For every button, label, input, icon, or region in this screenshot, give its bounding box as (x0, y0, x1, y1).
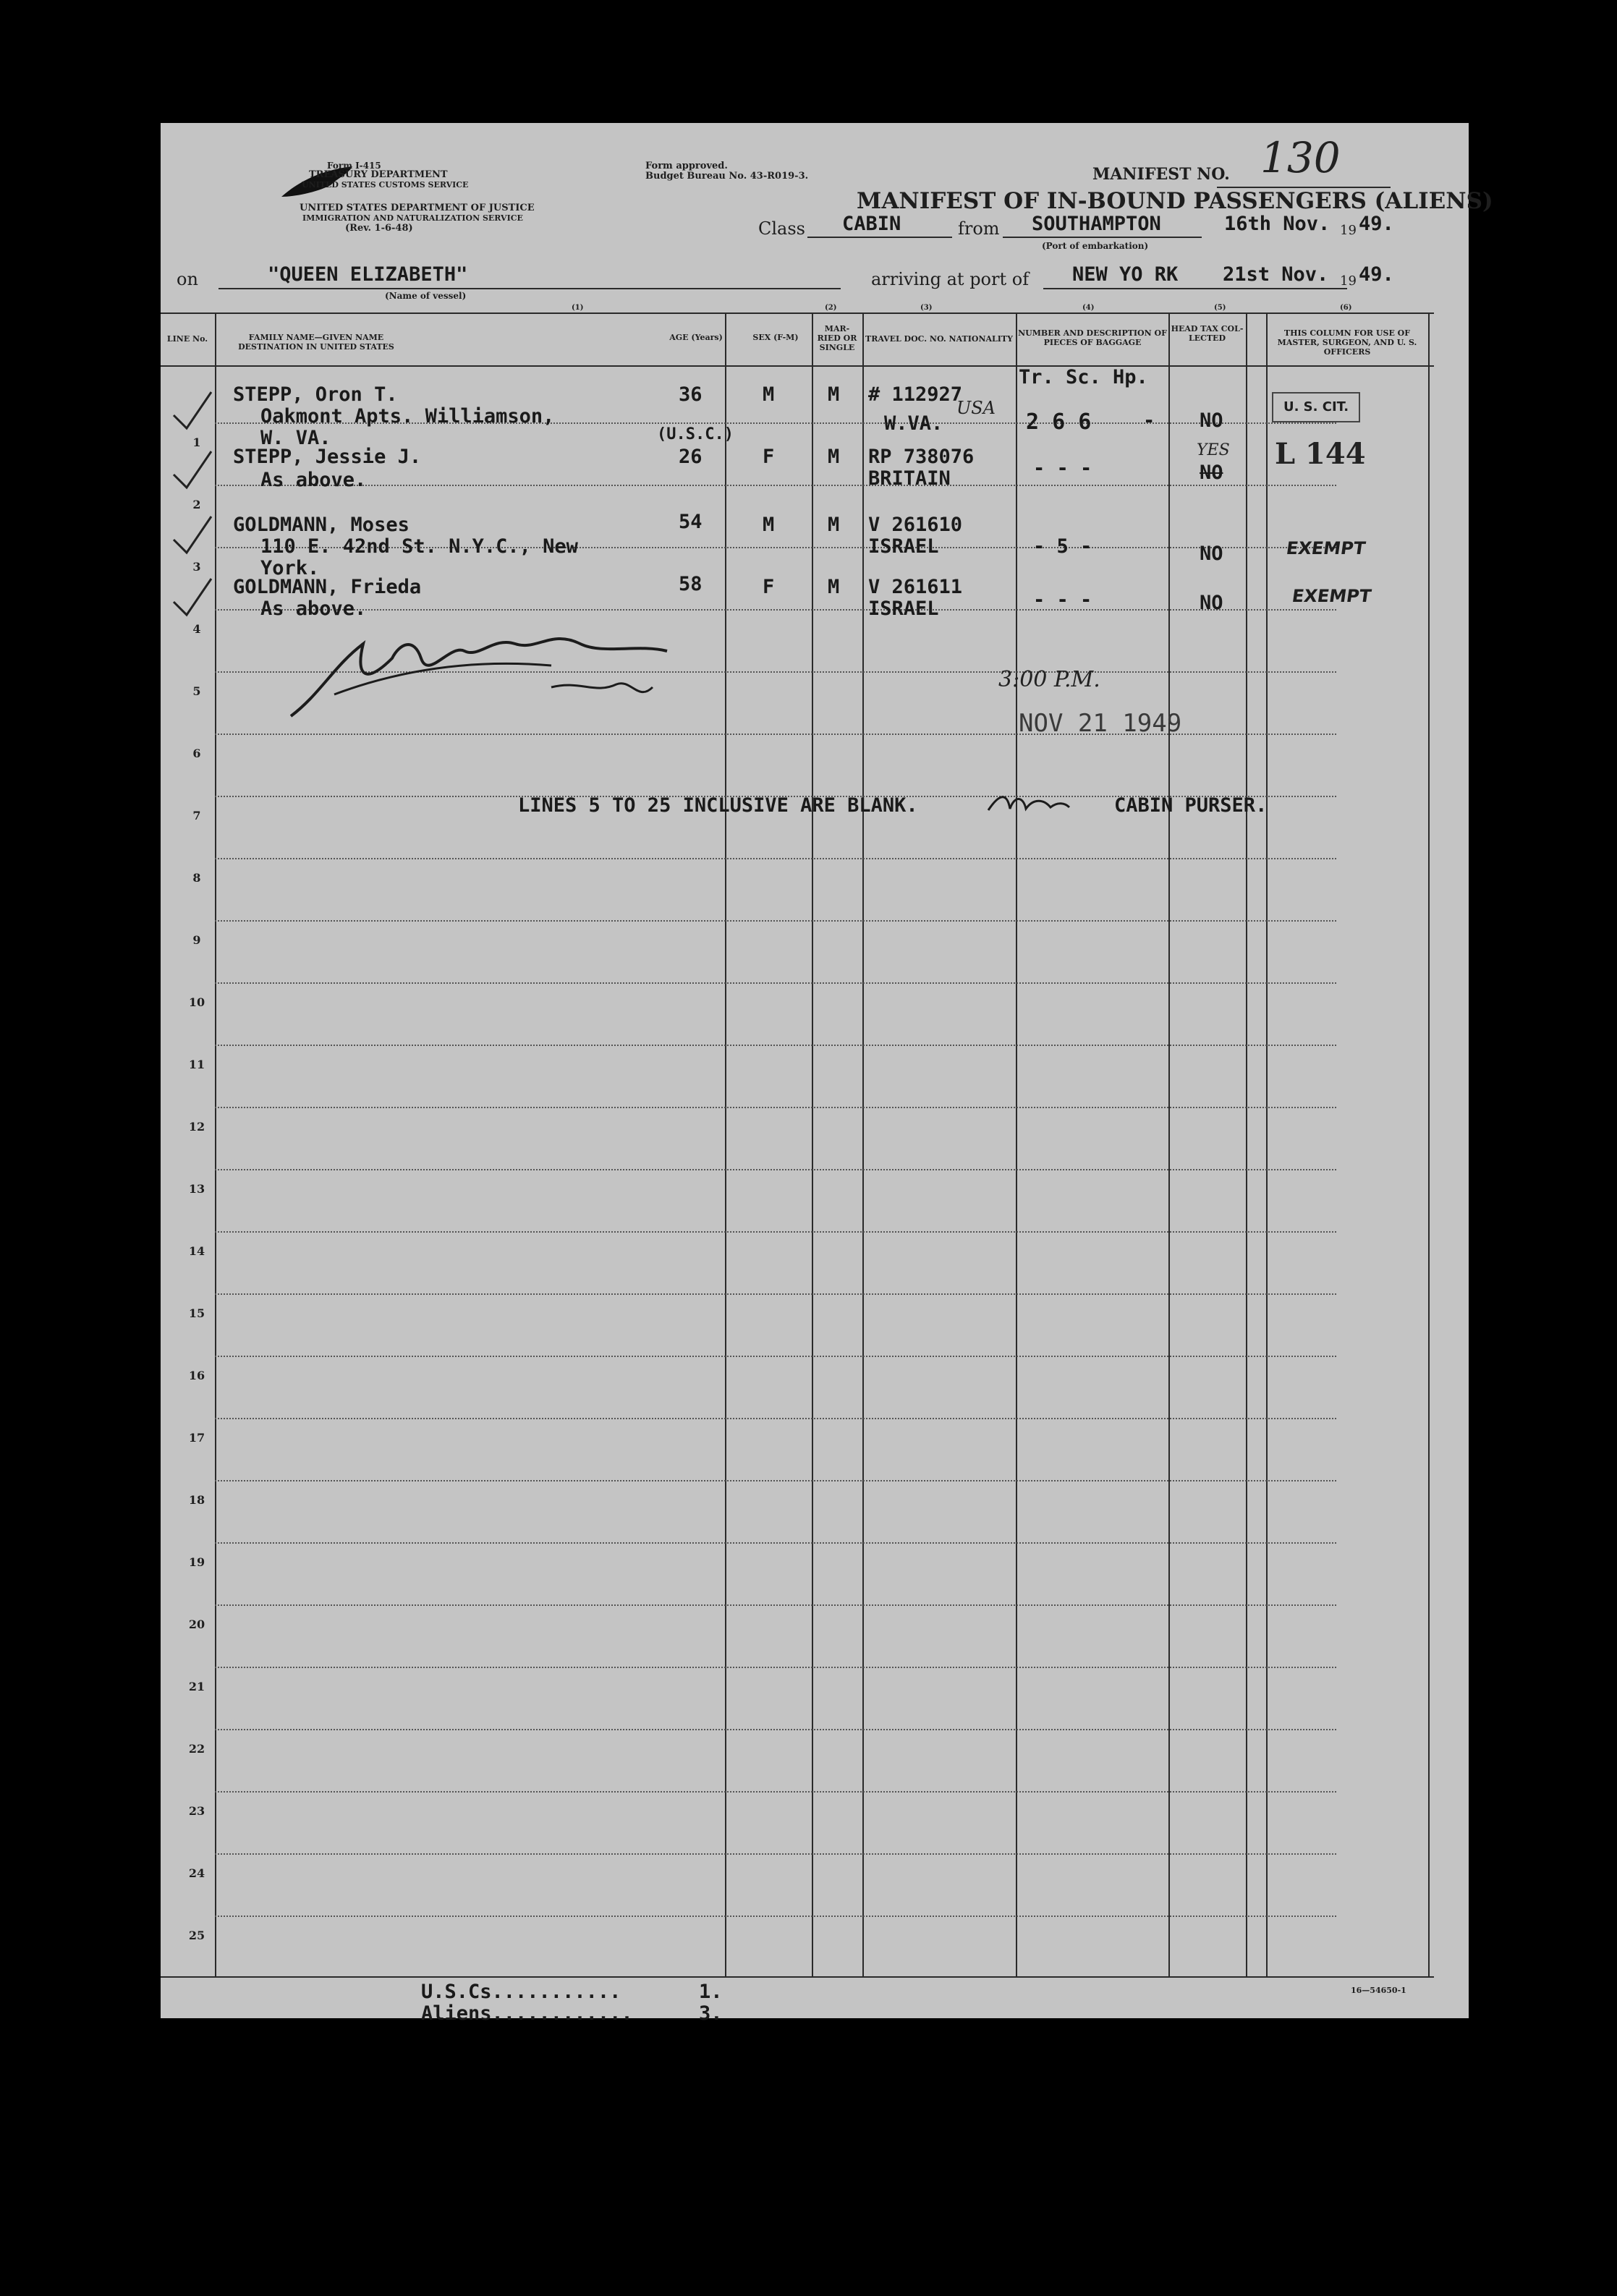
head-tax-collected: NO (1200, 592, 1223, 614)
passenger-name: STEPP, Jessie J. (233, 446, 422, 468)
passenger-address: 110 E. 42nd St. N.Y.C., New (260, 535, 578, 558)
vessel-label: (Name of vessel) (385, 291, 467, 301)
passenger-age: 26 (679, 446, 703, 468)
header-travel-doc: TRAVEL DOC. NO. NATIONALITY (865, 334, 1013, 344)
line-number: 12 (188, 1120, 205, 1134)
row-rule (215, 1045, 1336, 1046)
blank-lines-statement: LINES 5 TO 25 INCLUSIVE ARE BLANK. (518, 794, 918, 817)
line-number: 6 (192, 747, 201, 760)
passenger-marital: M (828, 514, 840, 536)
head-tax-collected: NO (1200, 543, 1223, 565)
line-number: 9 (192, 933, 201, 947)
rev-date: (Rev. 1-6-48) (345, 223, 413, 234)
head-tax-handwritten: YES (1197, 441, 1230, 459)
passenger-age: 36 (679, 383, 703, 406)
col-divider (812, 312, 813, 1976)
col-divider (1016, 312, 1017, 1976)
line-number: 19 (188, 1555, 205, 1569)
row-rule (215, 1418, 1336, 1419)
manifest-no-label: MANIFEST NO. (1092, 165, 1230, 184)
class-rule (807, 237, 952, 238)
table-header-rule (161, 365, 1434, 367)
row-rule (215, 1542, 1336, 1544)
row-rule (215, 920, 1336, 922)
passenger-doc: V 261610 (868, 514, 963, 536)
header-head-tax: HEAD TAX COL-LECTED (1171, 324, 1244, 343)
row-rule (215, 1231, 1336, 1233)
passenger-name: GOLDMANN, Frieda (233, 576, 422, 598)
line-number: 1 (192, 435, 201, 449)
col-divider (1168, 312, 1170, 1976)
check-mark-icon (171, 448, 214, 492)
class-value: CABIN (842, 213, 901, 235)
on-label: on (177, 269, 198, 289)
column-number: (2) (825, 304, 837, 312)
passenger-doc: # 112927 (868, 383, 963, 406)
passenger-address: W. VA. (260, 427, 331, 449)
arrival-port: NEW YO RK (1072, 263, 1179, 286)
header-age: AGE (Years) (669, 333, 723, 342)
port-embarkation-label: (Port of embarkation) (1042, 241, 1149, 251)
passenger-baggage: - - - (1033, 457, 1092, 480)
column-number: (6) (1340, 304, 1352, 312)
exempt-stamp: EXEMPT (1291, 586, 1373, 606)
column-number: (1) (572, 304, 584, 312)
header-married: MAR-RIED OR SINGLE (817, 324, 857, 352)
line-number: 24 (188, 1866, 205, 1880)
passenger-doc: V 261611 (868, 576, 963, 598)
baggage-header: Tr. Sc. Hp. (1019, 366, 1148, 388)
line-number: 17 (188, 1431, 205, 1445)
passenger-baggage: 2 6 6 (1026, 409, 1092, 435)
depart-year: 49. (1359, 213, 1394, 235)
line-number: 16 (188, 1369, 205, 1382)
uscs-total-label: U.S.Cs........... (421, 1981, 621, 2003)
passenger-nationality: ISRAEL (868, 598, 939, 620)
col-divider (862, 312, 864, 1976)
budget-bureau: Budget Bureau No. 43-R019-3. (645, 171, 809, 182)
passenger-sex: M (763, 383, 775, 406)
row-rule (215, 1791, 1336, 1793)
column-number: (5) (1214, 304, 1226, 312)
inspector-signature (276, 615, 682, 723)
form-approved: Form approved. (645, 161, 728, 171)
nationality-handwritten: USA (956, 398, 996, 418)
passenger-note: (U.S.C.) (657, 425, 734, 443)
header-name: FAMILY NAME—GIVEN NAME DESTINATION IN UNITED STATES (238, 333, 394, 352)
uscs-total-value: 1. (699, 1981, 723, 2003)
row-rule (215, 1916, 1336, 1917)
purser-initials (985, 788, 1072, 817)
line-number: 25 (188, 1929, 205, 1942)
header-line-no: LINE No. (166, 334, 208, 344)
passenger-age: 54 (679, 511, 703, 533)
row-rule (215, 1169, 1336, 1170)
customs-service: UNITED STATES CUSTOMS SERVICE (302, 180, 469, 190)
col-divider (1246, 312, 1247, 1976)
row-rule (215, 1853, 1336, 1855)
passenger-name: GOLDMANN, Moses (233, 514, 409, 536)
line-number: 18 (188, 1493, 205, 1507)
aliens-total-value: 3. (699, 2002, 723, 2025)
header-sex: SEX (F-M) (752, 333, 799, 342)
line-number: 2 (192, 498, 201, 511)
from-rule (1003, 237, 1202, 238)
passenger-marital: M (828, 576, 840, 598)
passenger-sex: F (763, 446, 775, 468)
line-number: 5 (192, 684, 201, 698)
depart-year-prefix: 19 (1340, 223, 1357, 238)
exempt-stamp: EXEMPT (1285, 538, 1367, 558)
line-number: 15 (188, 1306, 205, 1320)
passenger-baggage-dash: - (1143, 409, 1155, 432)
arrival-date: 21st Nov. (1223, 263, 1329, 286)
immigration-service: IMMIGRATION AND NATURALIZATION SERVICE (302, 213, 523, 223)
aliens-total-label: Aliens............ (421, 2002, 633, 2025)
date-stamp: NOV 21 1949 (1019, 709, 1182, 738)
print-code: 16—54650-1 (1351, 1986, 1406, 1995)
row-rule (215, 485, 1336, 486)
officer-note: L 144 (1275, 437, 1366, 471)
line-number: 8 (192, 871, 201, 885)
passenger-doc: RP 738076 (868, 446, 975, 468)
manifest-no: 130 (1260, 133, 1341, 182)
passenger-address: York. (260, 557, 320, 579)
table-bottom-rule (161, 1976, 1434, 1978)
passenger-sex: M (763, 514, 775, 536)
passenger-marital: M (828, 446, 840, 468)
us-citizen-stamp: U. S. CIT. (1272, 392, 1360, 422)
row-rule (215, 1293, 1336, 1295)
passenger-sex: F (763, 576, 775, 598)
line-number: 13 (188, 1182, 205, 1196)
passenger-baggage: - - - (1033, 589, 1092, 611)
row-rule (215, 858, 1336, 859)
passenger-address: Oakmont Apts. Williamson, (260, 405, 555, 428)
justice-dept: UNITED STATES DEPARTMENT OF JUSTICE (300, 203, 535, 213)
vessel-name: "QUEEN ELIZABETH" (268, 263, 468, 286)
form-number: Form I-415 (327, 161, 381, 171)
passenger-nationality: BRITAIN (868, 467, 951, 490)
passenger-name: STEPP, Oron T. (233, 383, 398, 406)
line-number: 14 (188, 1244, 205, 1258)
header-officers: THIS COLUMN FOR USE OF MASTER, SURGEON, AND U. S. OFFICERS (1277, 328, 1417, 357)
row-rule (215, 1667, 1336, 1668)
line-number: 22 (188, 1742, 205, 1756)
from-value: SOUTHAMPTON (1032, 213, 1161, 235)
depart-date: 16th Nov. (1224, 213, 1330, 235)
passenger-age: 58 (679, 573, 703, 595)
line-number: 3 (192, 560, 201, 574)
passenger-marital: M (828, 383, 840, 406)
from-label: from (958, 218, 1000, 239)
purser-label: CABIN PURSER. (1114, 794, 1268, 817)
treasury-dept: TREASURY DEPARTMENT (309, 169, 448, 180)
column-number: (3) (920, 304, 933, 312)
check-mark-icon (171, 389, 214, 433)
vessel-rule (218, 288, 841, 289)
manifest-page (161, 123, 1493, 2025)
row-rule (215, 1107, 1336, 1108)
line-number: 20 (188, 1617, 205, 1631)
col-divider (1428, 312, 1430, 1976)
check-mark-icon (171, 514, 214, 557)
col-divider (725, 312, 726, 1976)
arriving-label: arriving at port of (871, 269, 1030, 289)
col-divider (215, 312, 216, 1976)
passenger-baggage: - 5 - (1033, 535, 1092, 558)
passenger-nationality: W.VA. (884, 412, 943, 435)
line-number: 11 (188, 1058, 205, 1071)
line-number: 7 (192, 809, 201, 822)
passenger-address: As above. (260, 598, 367, 620)
head-tax-collected: NO (1200, 409, 1223, 432)
head-tax-collected: NO (1200, 462, 1223, 484)
passenger-address: As above. (260, 469, 367, 491)
arrival-rule (1043, 288, 1347, 289)
header-baggage: NUMBER AND DESCRIPTION OF PIECES OF BAGGAGE (1018, 328, 1167, 347)
class-label: Class (758, 218, 805, 239)
line-number: 23 (188, 1804, 205, 1818)
row-rule (215, 1729, 1336, 1730)
line-number: 21 (188, 1680, 205, 1693)
row-rule (215, 1480, 1336, 1481)
passenger-nationality: ISRAEL (868, 535, 939, 558)
check-mark-icon (171, 576, 214, 619)
line-number: 4 (192, 622, 201, 636)
arrival-time: 3:00 P.M. (998, 667, 1100, 692)
row-rule (215, 1356, 1336, 1357)
table-top-rule (161, 312, 1434, 314)
col-divider (1266, 312, 1268, 1976)
row-rule (215, 1604, 1336, 1606)
line-number: 10 (188, 995, 205, 1009)
row-rule (215, 982, 1336, 984)
manifest-title: MANIFEST OF IN-BOUND PASSENGERS (ALIENS) (857, 188, 1493, 214)
row-rule (215, 609, 1336, 611)
column-number: (4) (1082, 304, 1095, 312)
arrival-year-prefix: 19 (1340, 273, 1357, 289)
arrival-year: 49. (1359, 263, 1394, 286)
